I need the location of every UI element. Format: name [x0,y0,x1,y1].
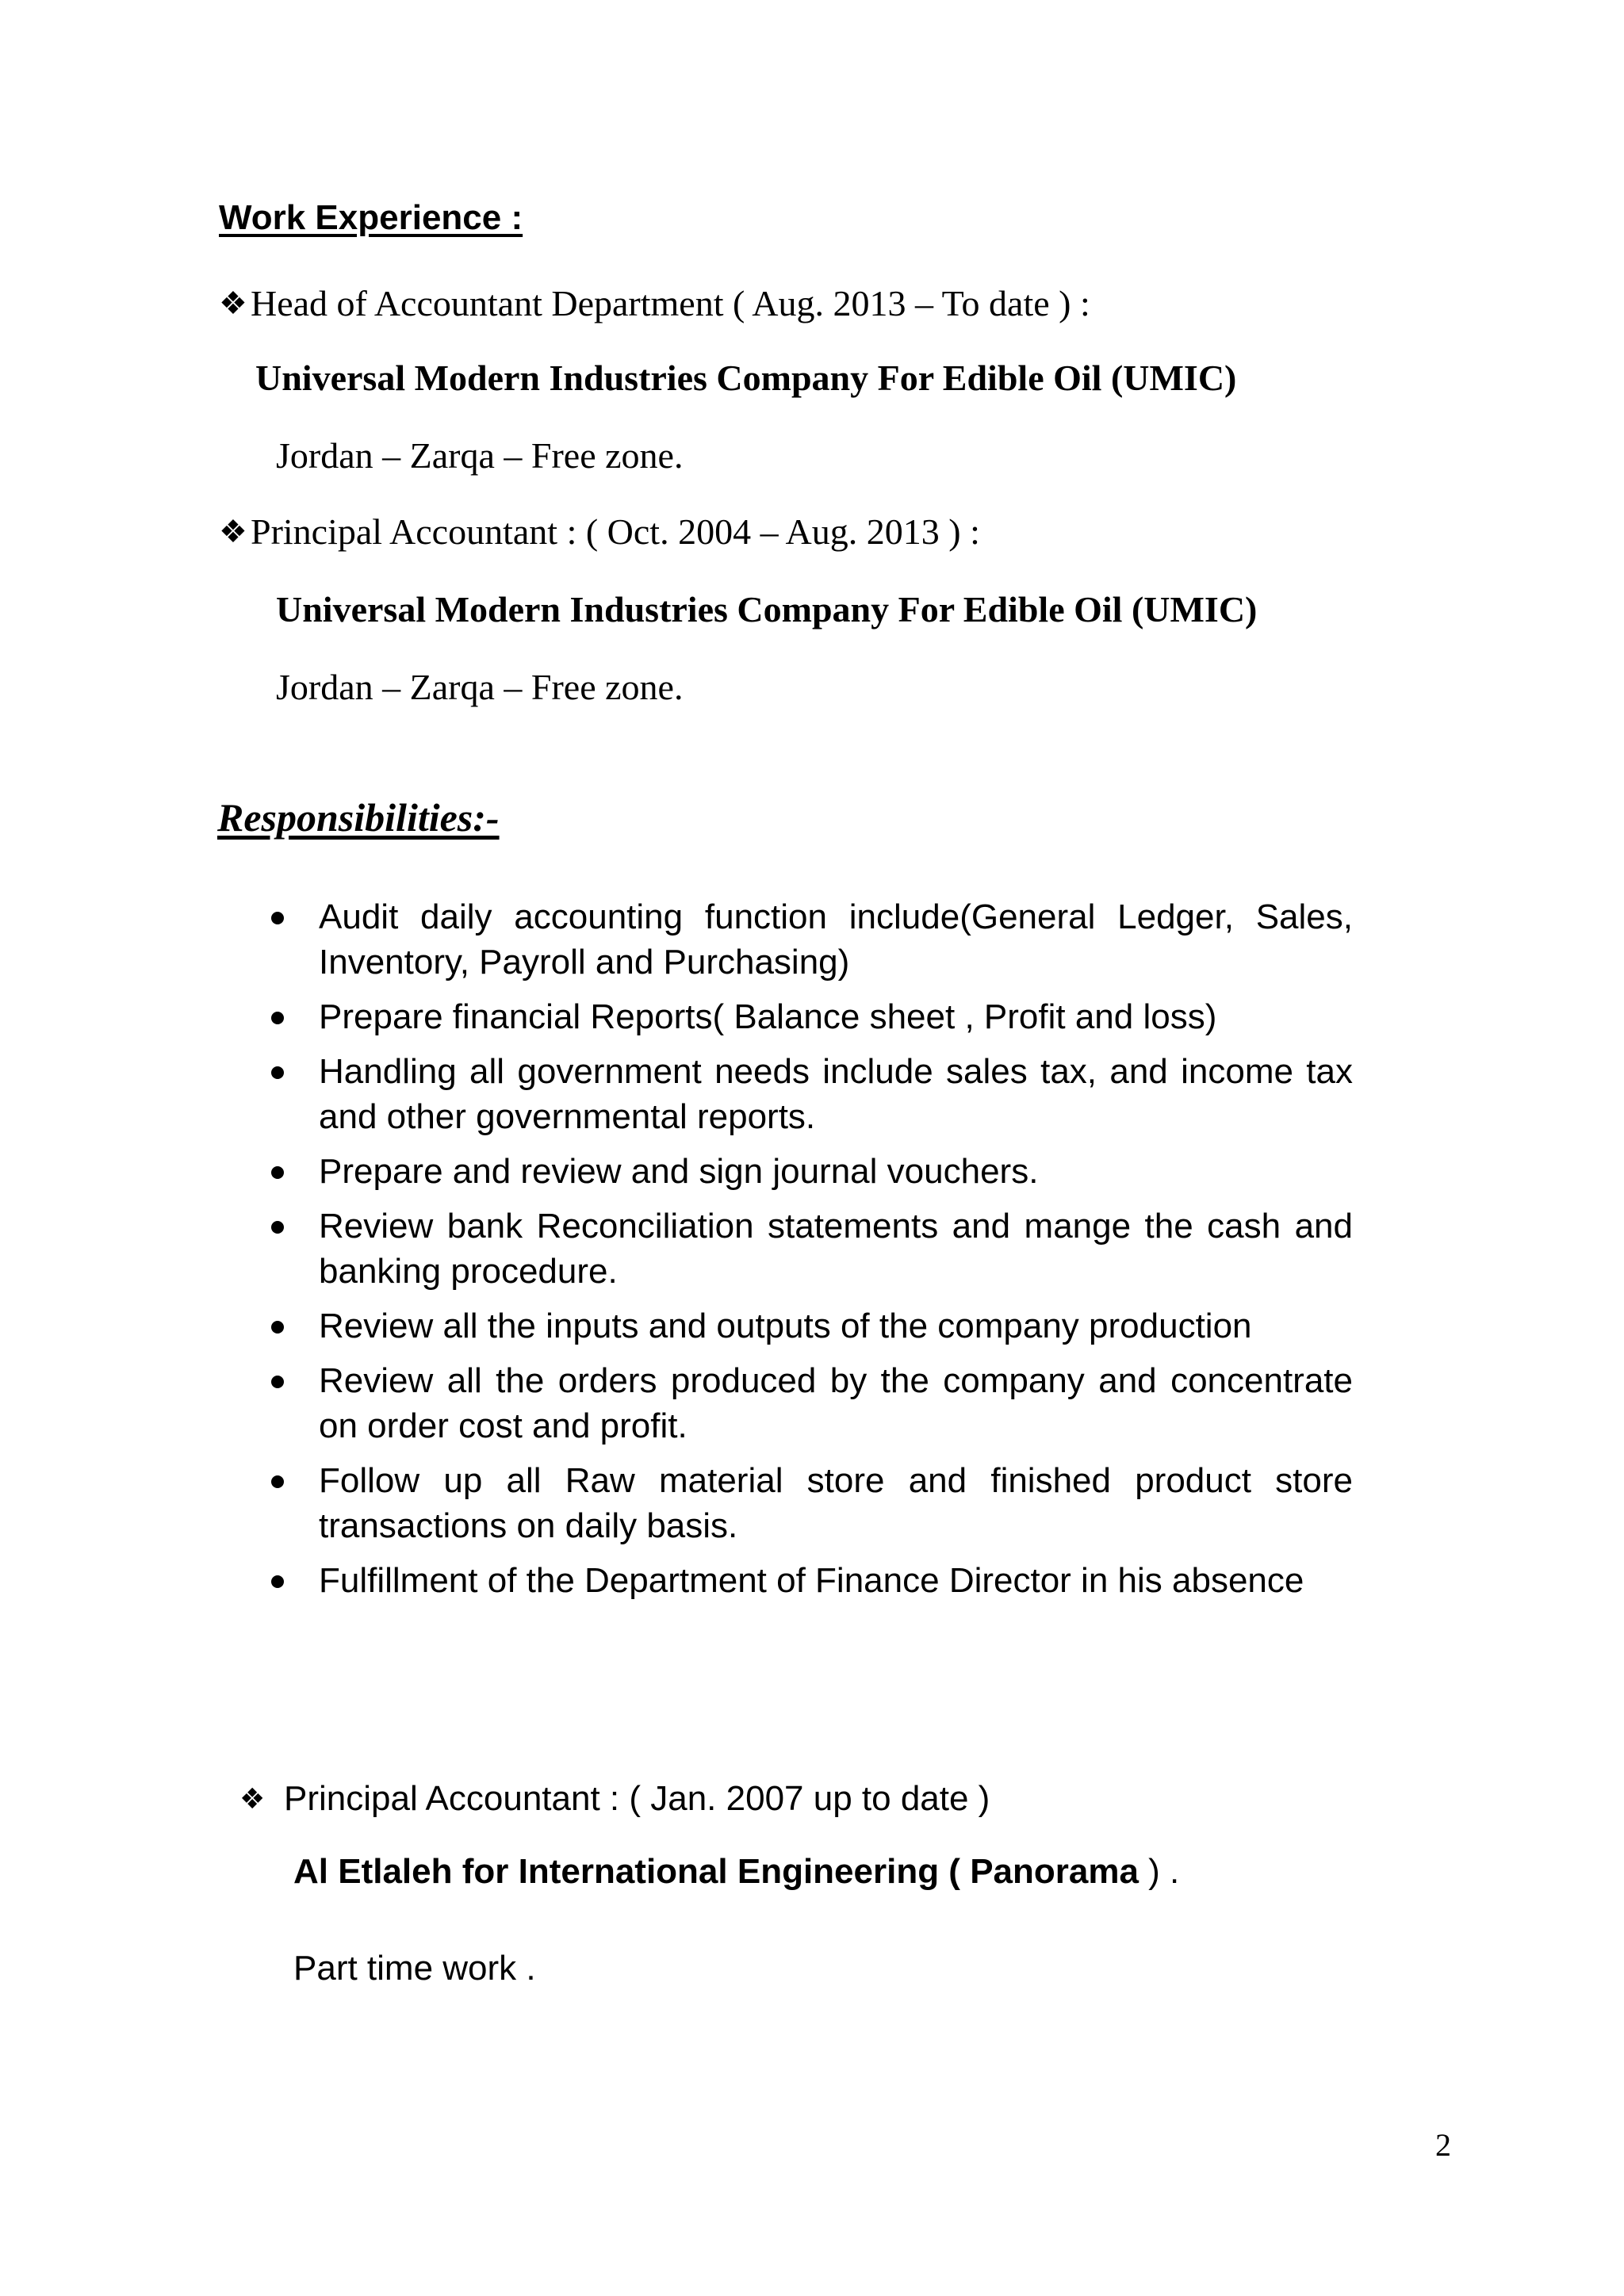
job-entry-1-company: Universal Modern Industries Company For Edible Oil (UMIC) [255,358,1237,398]
diamond-bullet-icon: ❖ [219,285,247,321]
list-item: Prepare and review and sign journal vouchers. [266,1149,1353,1194]
part-time-company-name: Al Etlaleh for International Engineering ( Panorama [293,1852,1139,1891]
responsibilities-list [266,894,1353,1613]
list-item: Review bank Reconciliation statements and mange the cash and banking procedure. [266,1203,1353,1294]
bullet-dot-icon [271,1376,284,1388]
section-heading-work-experience: Work Experience : [219,198,523,237]
job-entry-2-location: Jordan – Zarqa – Free zone. [276,667,684,707]
bullet-dot-icon [271,1321,284,1334]
list-item: Prepare financial Reports( Balance sheet , Profit and loss) [266,994,1353,1039]
list-item: Audit daily accounting function include(General Ledger, Sales, Inventory, Payroll and Purchasing) [266,894,1353,985]
bullet-dot-icon [271,912,284,924]
part-time-company-tail: ) . [1138,1852,1180,1891]
bullet-dot-icon [271,1575,284,1588]
list-item: Follow up all Raw material store and finished product store transactions on daily basis. [266,1458,1353,1548]
list-item: Review all the inputs and outputs of the company production [266,1303,1353,1349]
list-item: Fulfillment of the Department of Finance Director in his absence [266,1558,1353,1603]
job-entry-2-title [219,511,980,553]
list-item: Review all the orders produced by the company and concentrate on order cost and profit. [266,1358,1353,1448]
page-number: 2 [1435,2127,1451,2163]
job-title-text: Principal Accountant : ( Oct. 2004 – Aug. 2013 ) : [251,511,980,552]
part-time-title-text: Principal Accountant : ( Jan. 2007 up to date ) [284,1779,990,1818]
part-time-company [293,1852,1179,1892]
bullet-dot-icon [271,1166,284,1179]
bullet-dot-icon [271,1475,284,1488]
job-entry-2-company: Universal Modern Industries Company For Edible Oil (UMIC) [276,589,1258,629]
bullet-dot-icon [271,1066,284,1079]
part-time-note: Part time work . [293,1949,536,1988]
job-entry-1-title [219,282,1090,324]
job-title-text: Head of Accountant Department ( Aug. 2013 – To date ) : [251,283,1090,323]
list-item: Handling all government needs include sales tax, and income tax and other governmental reports. [266,1049,1353,1139]
bullet-dot-icon [271,1221,284,1234]
job-entry-1-location: Jordan – Zarqa – Free zone. [276,435,684,476]
diamond-bullet-icon: ❖ [239,1782,266,1815]
diamond-bullet-icon: ❖ [219,514,247,549]
section-heading-responsibilities: Responsibilities:- [217,795,500,840]
part-time-entry-title [239,1779,990,1819]
bullet-dot-icon [271,1012,284,1024]
